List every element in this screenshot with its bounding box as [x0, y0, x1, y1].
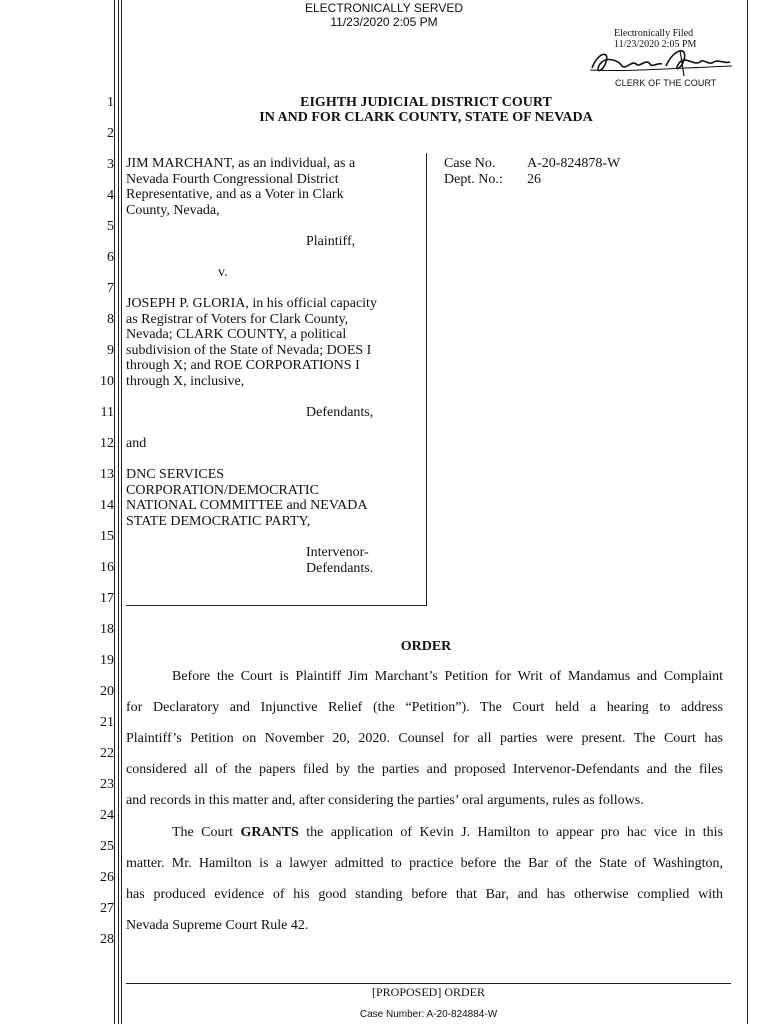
line-number: 24	[100, 808, 114, 823]
caption-divider-horizontal	[126, 605, 427, 606]
line-number: 20	[100, 684, 114, 699]
line-number: 10	[100, 374, 114, 389]
intervenor-line: DNC SERVICES	[126, 467, 225, 482]
intervenor-line: CORPORATION/DEMOCRATIC	[126, 482, 319, 498]
plaintiff-block	[126, 156, 426, 218]
order-body-line: Nevada Supreme Court Rule 42.	[126, 918, 309, 933]
margin-rule-left-1	[114, 0, 115, 1024]
line-number: 26	[100, 870, 114, 885]
order-text: The Court	[172, 825, 241, 840]
line-number: 23	[100, 777, 114, 792]
served-label: ELECTRONICALLY SERVED	[304, 1, 464, 15]
line-number: 7	[107, 281, 114, 296]
order-body-line: and records in this matter and, after considering the parties’ oral arguments, rules as follows.	[126, 793, 644, 808]
caption-divider-vertical	[426, 153, 427, 606]
order-body-line: for Declaratory and Injunctive Relief (the “Petition”). The Court held a hearing to address	[126, 700, 723, 715]
footer-rule	[126, 983, 731, 984]
line-number: 5	[107, 219, 114, 234]
electronically-served-stamp	[250, 1, 518, 29]
caption-and: and	[126, 436, 147, 451]
plaintiff-line: Representative, and as a Voter in Clark	[126, 187, 344, 203]
line-number: 14	[100, 498, 114, 513]
defendant-line: subdivision of the State of Nevada; DOES I	[126, 342, 372, 358]
defendant-line: through X, inclusive,	[126, 373, 245, 389]
order-body-line: has produced evidence of his good standing before that Bar, and has otherwise complied with	[126, 887, 723, 902]
margin-rule-left-3	[121, 0, 122, 1024]
court-jurisdiction: IN AND FOR CLARK COUNTY, STATE OF NEVADA	[259, 110, 593, 125]
order-text: the application of Kevin J. Hamilton to appear pro hac vice in this	[298, 825, 724, 840]
defendant-line: as Registrar of Voters for Clark County,	[126, 311, 349, 327]
line-number: 25	[100, 839, 114, 854]
line-number: 18	[100, 622, 114, 637]
case-number-label: Case No.	[444, 156, 496, 171]
line-number: 8	[107, 312, 114, 327]
order-body-line: considered all of the papers filed by the parties and proposed Intervenor-Defendants and the files	[126, 762, 723, 777]
dept-number-value: 26	[527, 171, 541, 187]
order-body-line: Plaintiff’s Petition on November 20, 2020. Counsel for all parties were present. The Court has	[126, 731, 723, 746]
intervenor-line: NATIONAL COMMITTEE and NEVADA	[126, 498, 368, 514]
line-number: 1	[107, 95, 114, 110]
line-number: 22	[100, 746, 114, 761]
line-number: 16	[100, 560, 114, 575]
plaintiff-line: County, Nevada,	[126, 202, 220, 218]
case-info	[444, 156, 620, 187]
defendant-line: Nevada; CLARK COUNTY, a political	[126, 327, 347, 343]
defendant-line: JOSEPH P. GLORIA, in his official capacity	[126, 296, 377, 311]
case-number-value: A-20-824878-W	[527, 156, 621, 171]
line-number: 9	[107, 343, 114, 358]
line-number: 11	[100, 405, 114, 420]
court-name: EIGHTH JUDICIAL DISTRICT COURT	[300, 95, 552, 110]
defendant-role: Defendants,	[306, 405, 374, 420]
plaintiff-role: Plaintiff,	[306, 234, 356, 249]
line-number: 6	[107, 250, 114, 265]
intervenor-block	[126, 467, 426, 529]
court-heading	[126, 95, 726, 125]
intervenor-role	[306, 545, 373, 576]
line-number: 3	[107, 157, 114, 172]
order-body-line: matter. Mr. Hamilton is a lawyer admitted to practice before the Bar of the State of Washington,	[126, 856, 723, 871]
line-number: 19	[100, 653, 114, 668]
order-body-line: Before the Court is Plaintiff Jim Marchant’s Petition for Writ of Mandamus and Complaint	[172, 669, 723, 684]
line-number: 12	[100, 436, 114, 451]
served-timestamp: 11/23/2020 2:05 PM	[330, 15, 438, 29]
filed-label: Electronically Filed	[614, 28, 694, 39]
defendant-block	[126, 296, 426, 390]
order-title: ORDER	[400, 639, 452, 654]
line-number: 13	[100, 467, 114, 482]
line-number: 2	[107, 126, 114, 141]
line-number: 28	[100, 932, 114, 947]
line-number: 27	[100, 901, 114, 916]
line-number: 17	[100, 591, 114, 606]
plaintiff-line: Nevada Fourth Congressional District	[126, 171, 339, 187]
plaintiff-line: JIM MARCHANT, as an individual, as a	[126, 156, 356, 171]
versus: v.	[218, 265, 228, 280]
margin-rule-left-2	[118, 0, 119, 1024]
filed-timestamp: 11/23/2020 2:05 PM	[614, 39, 697, 50]
intervenor-role-line: Defendants.	[306, 560, 374, 576]
clerk-signature	[588, 46, 734, 78]
clerk-of-court-label: CLERK OF THE COURT	[615, 78, 717, 88]
line-number: 21	[100, 715, 114, 730]
line-number: 4	[107, 188, 114, 203]
margin-rule-right	[747, 0, 748, 1024]
footer-case-number: Case Number: A-20-824884-W	[359, 1009, 498, 1020]
intervenor-line: STATE DEMOCRATIC PARTY,	[126, 513, 311, 529]
line-number: 15	[100, 529, 114, 544]
intervenor-role-line: Intervenor-	[306, 545, 369, 560]
order-grants-emphasis: GRANTS	[240, 825, 299, 840]
dept-number-label: Dept. No.:	[444, 171, 503, 187]
footer-title: [PROPOSED] ORDER	[371, 985, 485, 999]
order-body-line	[172, 825, 723, 841]
defendant-line: through X; and ROE CORPORATIONS I	[126, 358, 360, 374]
